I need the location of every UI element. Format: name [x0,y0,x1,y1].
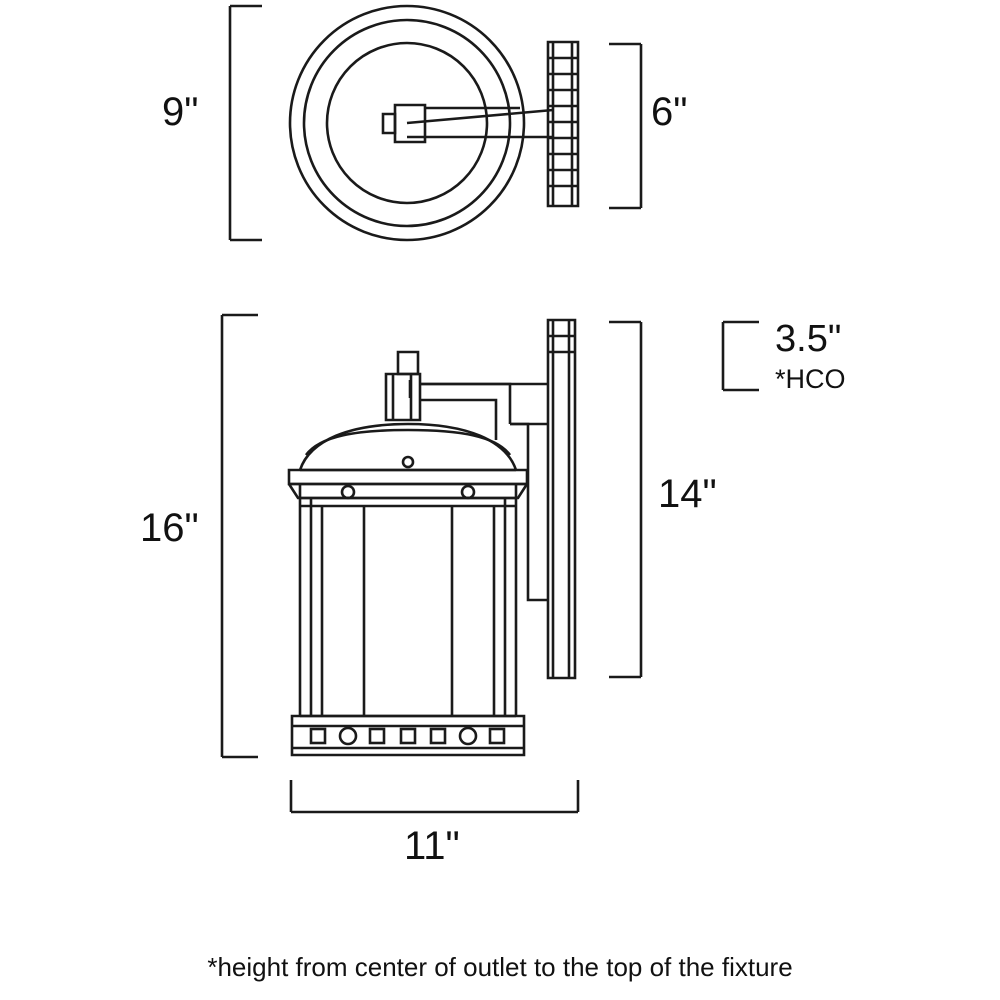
label-14in: 14" [658,472,717,516]
label-hco-note: *HCO [775,364,846,394]
top-view-wall-plate [548,42,578,206]
lantern-bottom-trim [292,716,524,755]
label-9in: 9" [162,90,199,134]
label-3p5in: 3.5" [775,318,842,360]
footnote-text: *height from center of outlet to the top of the fixture [207,952,793,982]
dimension-bracket-16in [222,315,258,757]
dimension-bracket-6in [609,44,641,208]
top-view-arm [383,105,553,142]
dimension-bracket-9in [230,6,262,240]
side-view-wall-plate [548,320,575,678]
dimension-bracket-3p5in [723,322,759,390]
lantern-roof [289,424,527,498]
dimension-bracket-14in [609,322,641,677]
lantern-body [300,486,516,716]
label-11in: 11" [404,824,460,868]
dimension-bracket-11in [291,780,578,812]
side-view-arm [386,352,548,600]
label-16in: 16" [140,506,199,550]
label-6in: 6" [651,90,688,134]
